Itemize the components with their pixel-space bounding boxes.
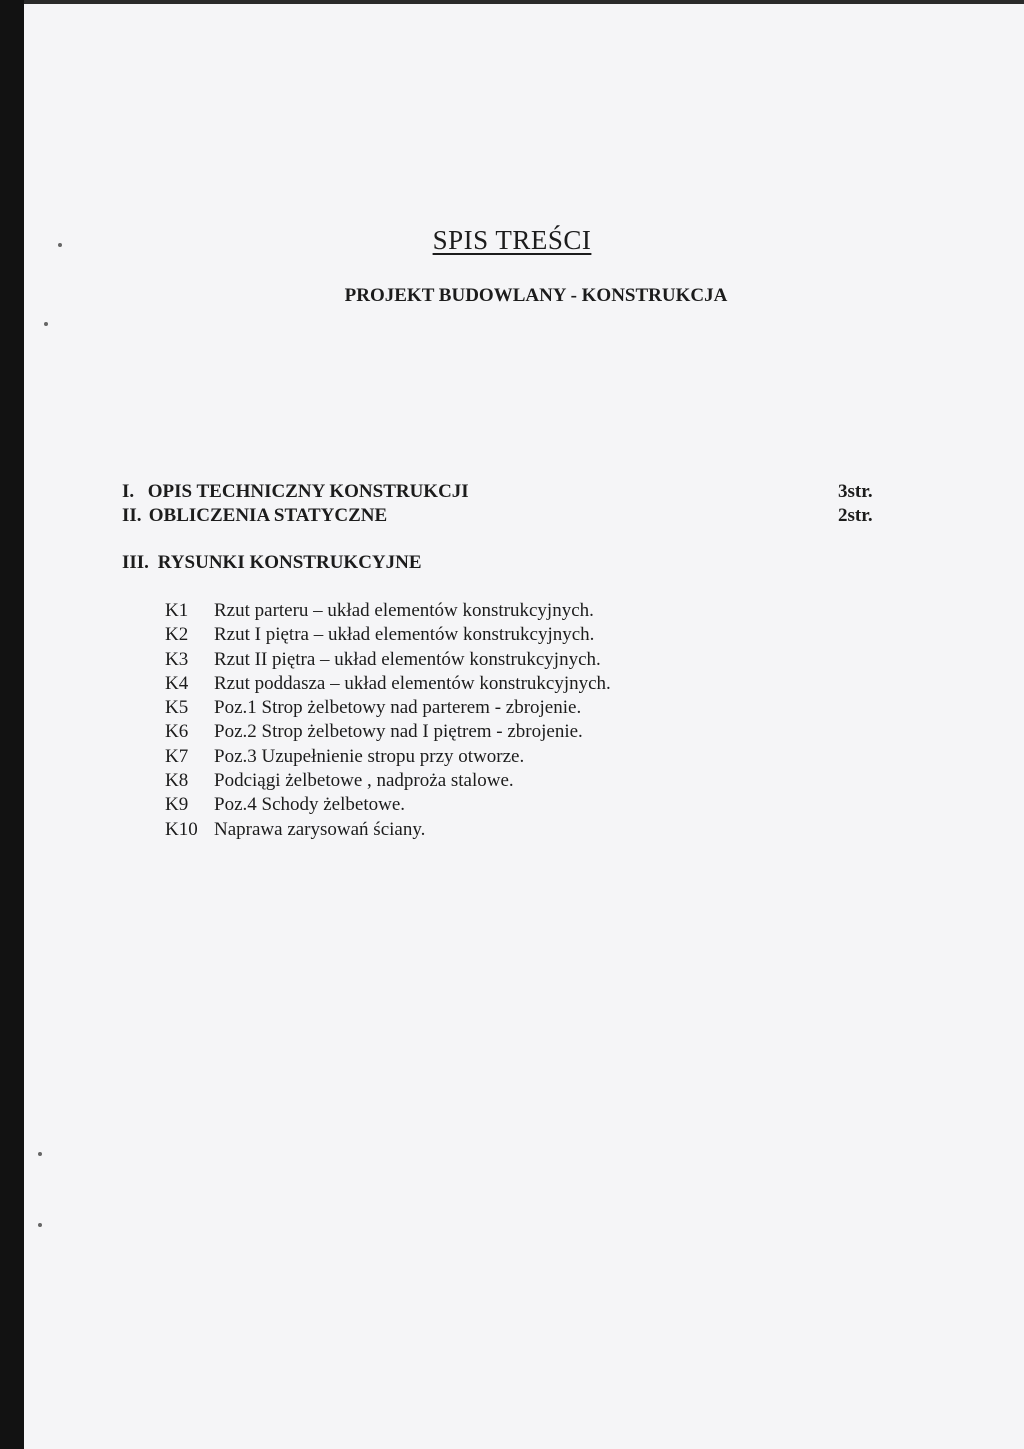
drawing-title: Poz.4 Schody żelbetowe.: [214, 794, 406, 816]
drawing-code: K5: [165, 697, 189, 719]
drawing-code: K1: [165, 600, 189, 621]
toc-section-number: III.: [122, 552, 149, 573]
drawing-list-item: [165, 599, 611, 623]
scan-top-edge: [0, 0, 1024, 4]
drawing-list-item: [165, 672, 611, 696]
drawing-list-item: [165, 623, 611, 647]
drawing-list-item: [165, 793, 611, 817]
drawing-title: Rzut poddasza – układ elementów konstrukcyjnych.: [214, 672, 611, 694]
drawing-code: K2: [165, 624, 189, 646]
page-subtitle: PROJEKT BUDOWLANY - KONSTRUKCJA: [344, 285, 728, 306]
drawing-code: K10: [165, 818, 198, 840]
toc-section-number: II.: [122, 505, 142, 526]
drawing-title: Poz.2 Strop żelbetowy nad I piętrem - zbrojenie.: [214, 721, 583, 743]
drawing-list-item: [165, 818, 611, 842]
toc-section-label: RYSUNKI KONSTRUKCYJNE: [157, 552, 422, 573]
drawing-title: Rzut I piętra – układ elementów konstrukcyjnych.: [214, 624, 595, 646]
toc-section-3: [122, 552, 422, 574]
drawing-title: Rzut II piętra – układ elementów konstrukcyjnych.: [214, 648, 601, 670]
drawing-title: Podciągi żelbetowe , nadproża stalowe.: [214, 770, 514, 792]
drawing-title: Naprawa zarysowań ściany.: [214, 818, 426, 840]
toc-section-2: [122, 505, 387, 527]
drawing-list-item: [165, 696, 611, 720]
scan-left-edge: [0, 0, 24, 1449]
toc-section-1: [122, 481, 469, 503]
drawing-title: Rzut parteru – układ elementów konstrukcyjnych.: [214, 600, 594, 621]
drawing-list: [165, 599, 611, 842]
drawing-title: Poz.3 Uzupełnienie stropu przy otworze.: [214, 745, 525, 767]
drawing-list-item: [165, 769, 611, 793]
scan-speck: [38, 1152, 42, 1156]
drawing-list-item: [165, 745, 611, 769]
drawing-list-item: [165, 720, 611, 744]
drawing-code: K3: [165, 648, 189, 670]
toc-section-number: I.: [122, 481, 135, 502]
scan-speck: [38, 1223, 42, 1227]
drawing-code: K4: [165, 672, 189, 694]
drawing-code: K8: [165, 770, 189, 792]
toc-section-1-pages: 3str.: [838, 481, 873, 502]
drawing-code: K9: [165, 794, 189, 816]
toc-section-2-pages: 2str.: [838, 505, 873, 526]
drawing-code: K7: [165, 745, 189, 767]
toc-section-label: OPIS TECHNICZNY KONSTRUKCJI: [147, 481, 469, 502]
drawing-list-item: [165, 648, 611, 672]
drawing-code: K6: [165, 721, 189, 743]
toc-section-label: OBLICZENIA STATYCZNE: [148, 505, 388, 526]
scan-speck: [44, 322, 48, 326]
page-title: SPIS TREŚCI: [432, 225, 592, 255]
drawing-title: Poz.1 Strop żelbetowy nad parterem - zbrojenie.: [214, 697, 582, 719]
